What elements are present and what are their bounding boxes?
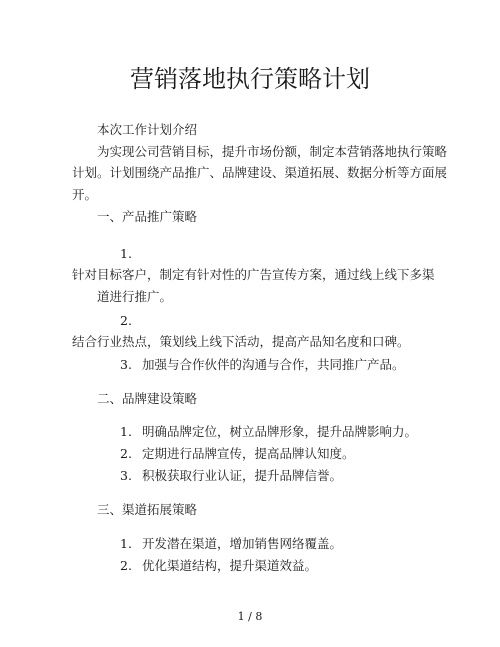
intro-paragraph-line: 开。 [72,187,98,202]
page-indicator: 1 / 8 [237,610,263,623]
intro-paragraph-line: 计划。计划围绕产品推广、品牌建设、渠道拓展、数据分析等方面展 [72,165,448,180]
list-item-number: 1. [120,536,132,551]
list-item-text: 定期进行品牌宣传，提高品牌认知度。 [142,446,355,461]
list-item-number: 2. [120,558,132,573]
list-item [120,557,317,575]
list-item-number: 1. [120,246,132,261]
list-item-text: 道进行推广。 [97,289,173,304]
list-item-text: 积极获取行业认证，提升品牌信誉。 [142,468,343,483]
list-item [120,423,417,441]
list-item-text: 明确品牌定位，树立品牌形象，提升品牌影响力。 [142,424,418,439]
section-heading: 二、品牌建设策略 [97,391,198,406]
list-item-text: 开发潜在渠道，增加销售网络覆盖。 [142,536,343,551]
document-title: 营销落地执行策略计划 [130,65,370,93]
list-item-number: 1. [120,424,132,439]
list-item-number: 3. [120,468,132,483]
intro-paragraph-line: 为实现公司营销目标，提升市场份额，制定本营销落地执行策略 [97,144,448,159]
list-item-text: 优化渠道结构，提升渠道效益。 [142,558,318,573]
list-item-number: 3. [120,357,132,372]
section-heading: 一、产品推广策略 [97,209,198,224]
list-item-text: 结合行业热点，策划线上线下活动，提高产品知名度和口碑。 [72,334,410,349]
list-item-number: 2. [120,313,132,328]
list-item [120,467,342,485]
list-item [120,445,355,463]
intro-heading: 本次工作计划介绍 [97,122,198,137]
section-heading: 三、渠道拓展策略 [97,502,198,517]
list-item [120,535,342,553]
list-item [120,356,405,374]
list-item-text: 加强与合作伙伴的沟通与合作，共同推广产品。 [142,357,405,372]
list-item-number: 2. [120,446,132,461]
list-item-text: 针对目标客户，制定有针对性的广告宣传方案，通过线上线下多渠 [72,267,435,282]
